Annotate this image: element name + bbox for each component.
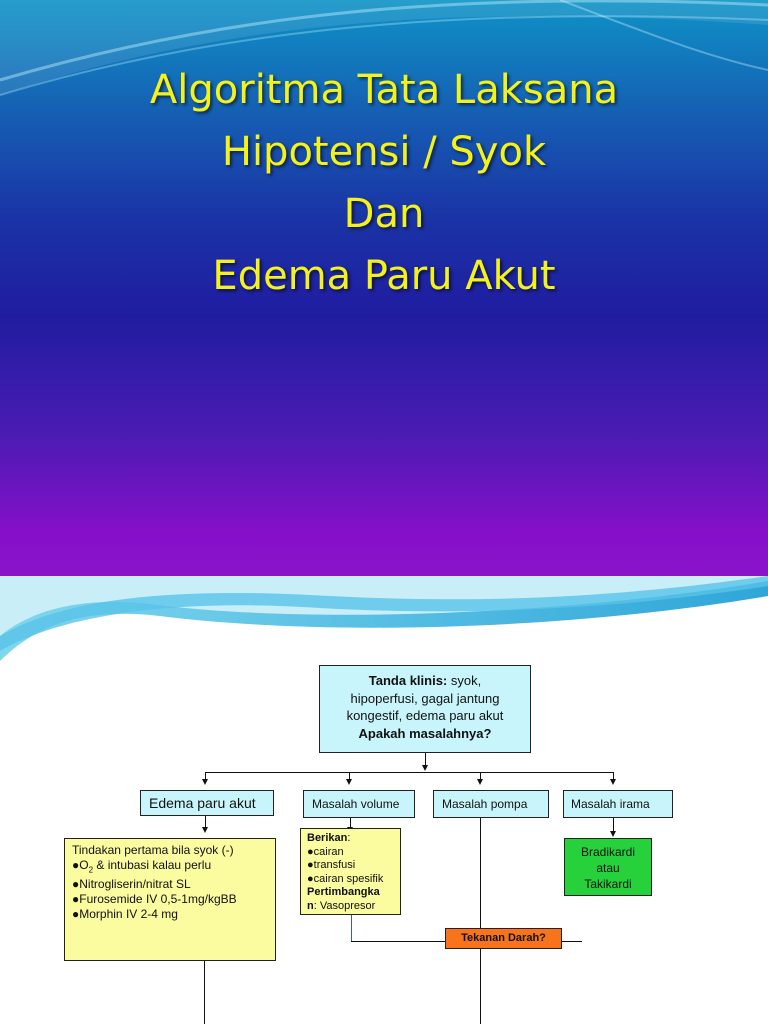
question-text: Apakah masalahnya? <box>358 725 492 741</box>
masalah-irama-box: Masalah irama <box>563 790 673 818</box>
arrow-head <box>346 779 352 785</box>
flowchart-slide <box>0 576 768 1024</box>
berikan-item: cairan spesifik <box>313 872 384 885</box>
tindakan-item: Furosemide IV 0,5-1mg/kgBB <box>79 892 237 907</box>
title-line-2: Hipotensi / Syok <box>221 129 547 175</box>
tanda-klinis-box <box>319 665 531 753</box>
bradikardi-box <box>564 838 652 896</box>
decorative-wave <box>0 576 768 676</box>
title-line-3: Dan <box>343 191 425 237</box>
tindakan-item: Morphin IV 2-4 mg <box>79 907 178 922</box>
pertimbangan-label: Pertimbangka <box>307 886 380 898</box>
arrow-head <box>610 831 616 837</box>
bullet: ● <box>307 872 314 885</box>
o2-subscript: 2 <box>88 865 94 875</box>
berikan-box <box>300 828 401 915</box>
connector <box>613 818 614 832</box>
bullet: ● <box>72 877 80 892</box>
pompa-vertical-line <box>480 818 481 1024</box>
arrow-head <box>610 779 616 785</box>
bullet: ● <box>72 907 80 922</box>
connector <box>562 941 582 942</box>
title-line-4: Edema Paru Akut <box>212 253 556 299</box>
atau-text: atau <box>596 861 620 875</box>
o2-text: O <box>79 858 89 872</box>
masalah-pompa-box: Masalah pompa <box>433 790 549 818</box>
colon: : <box>347 832 351 844</box>
arrow-head <box>422 765 428 771</box>
berikan-label: Berikan <box>307 832 348 844</box>
tanda-klinis-text-1: syok, <box>447 673 482 688</box>
bullet: ● <box>72 892 80 907</box>
berikan-item: cairan <box>313 845 344 858</box>
title-line-1: Algoritma Tata Laksana <box>149 67 619 113</box>
edema-paru-box: Edema paru akut <box>140 790 274 816</box>
tanda-klinis-label: Tanda klinis: <box>368 673 448 688</box>
tindakan-pertama-box <box>64 838 276 961</box>
tanda-klinis-text-2: hipoperfusi, gagal jantung <box>350 690 500 706</box>
tindakan-vertical-line <box>204 961 205 1024</box>
masalah-volume-box: Masalah volume <box>303 790 415 818</box>
bullet: ● <box>307 859 314 871</box>
arrow-head <box>202 779 208 785</box>
intubasi-text: & intubasi kalau perlu <box>93 858 212 872</box>
bullet: ● <box>72 858 80 872</box>
takikardi-text: Takikardi <box>584 877 632 891</box>
tindakan-item: Nitrogliserin/nitrat SL <box>79 877 191 892</box>
connector <box>425 753 426 765</box>
pertimbangan-label-end: n <box>307 899 314 912</box>
bullet: ● <box>307 845 314 858</box>
tindakan-header: Tindakan pertama bila syok (-) <box>72 843 234 857</box>
berikan-item: transfusi <box>313 859 356 871</box>
tekanan-darah-box: Tekanan Darah? <box>445 928 562 949</box>
tanda-klinis-text-3: kongestif, edema paru akut <box>346 708 504 723</box>
vasopresor-text: : Vasopresor <box>313 899 376 912</box>
connector <box>351 941 445 942</box>
arrow-head <box>477 779 483 785</box>
arrow-head <box>202 827 208 833</box>
connector <box>351 915 352 942</box>
bradikardi-text: Bradikardi <box>580 845 636 859</box>
horizontal-connector <box>205 772 614 773</box>
